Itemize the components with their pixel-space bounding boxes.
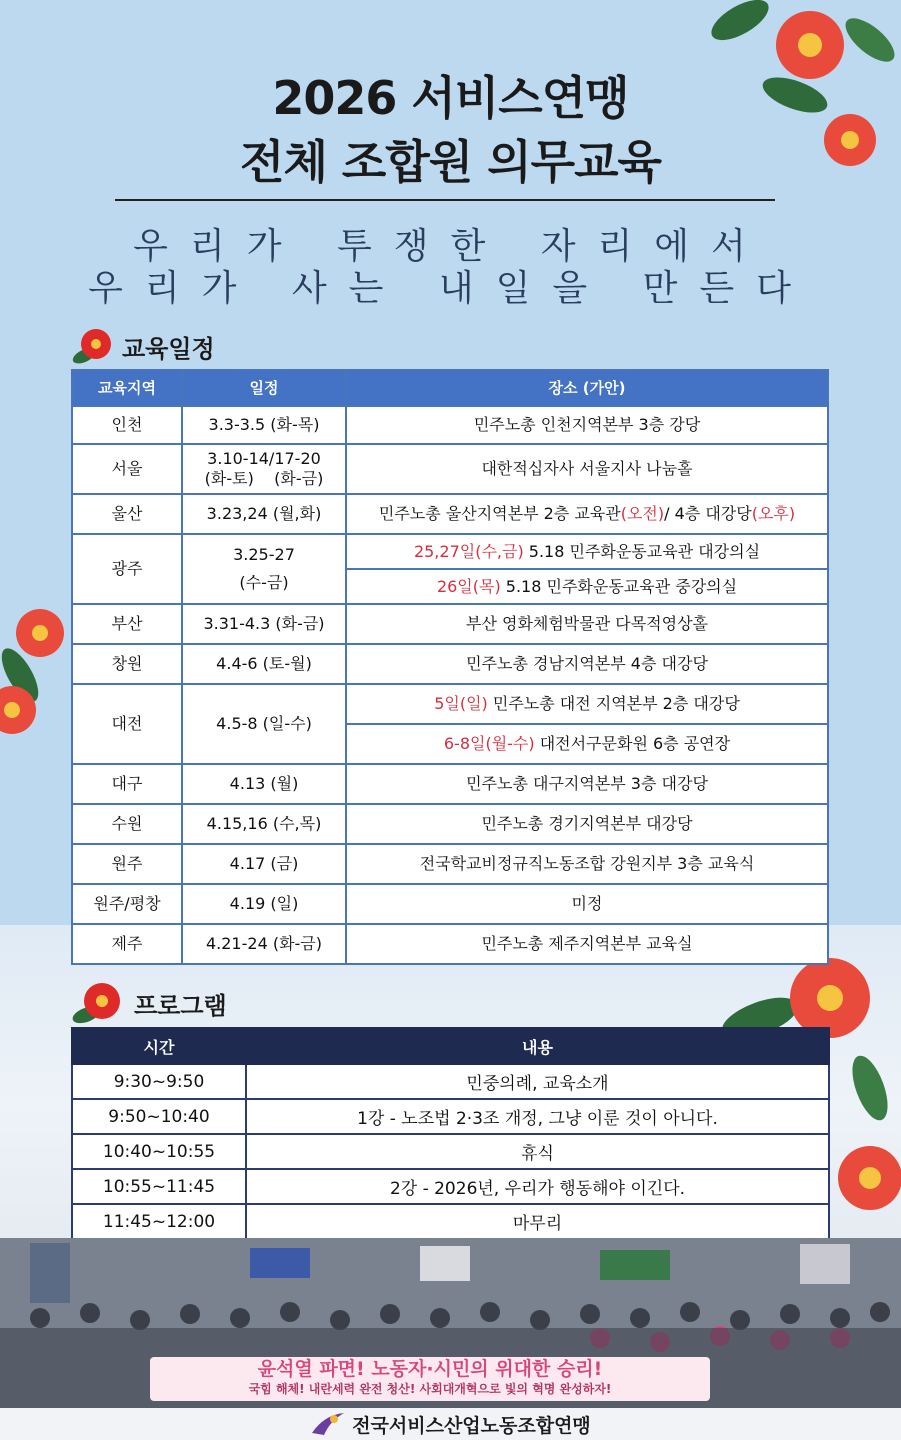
table-row [72,534,828,569]
content-cell: 휴식 [246,1134,829,1169]
place-cell [346,724,828,764]
place-cell [346,494,828,534]
place-cell [346,569,828,604]
table-row [72,444,828,494]
program-heading [72,983,227,1023]
table-row [72,924,828,964]
place-cell: 민주노총 인천지역본부 3층 강당 [346,406,828,444]
photo-banner [150,1357,710,1401]
content-cell: 2강 - 2026년, 우리가 행동해야 이긴다. [246,1169,829,1204]
date-cell: 4.4-6 (토-월) [182,644,346,684]
title-line-2: 전체 조합원 의무교육 [240,135,661,189]
header-time: 시간 [72,1028,246,1064]
place-cell: 민주노총 경남지역본부 4층 대강당 [346,644,828,684]
place-date-note: 5일(일) [434,694,488,713]
region-cell: 수원 [72,804,182,844]
date-line-2: (수-금) [239,573,289,592]
region-cell: 울산 [72,494,182,534]
place-cell: 민주노총 대구지역본부 3층 대강당 [346,764,828,804]
title-divider [115,199,775,201]
program-table [71,1027,830,1240]
place-cell: 민주노총 제주지역본부 교육실 [346,924,828,964]
place-text: 5.18 민주화운동교육관 대강의실 [523,541,761,561]
table-row [72,604,828,644]
table-row [72,844,828,884]
camellia-bullet-icon [72,981,126,1025]
region-cell: 서울 [72,444,182,494]
table-row [72,1169,829,1204]
region-cell: 대구 [72,764,182,804]
header-place: 장소 (가안) [346,370,828,406]
date-cell: 4.15,16 (수,목) [182,804,346,844]
banner-line-2: 국힘 해체! 내란세력 완전 청산! 사회대개혁으로 빛의 혁명 완성하자! [248,1382,612,1396]
slogan-line-1: 우리가 투쟁한 자리에서 [133,226,768,267]
program-heading-text: 프로그램 [134,991,227,1020]
date-line-1: 3.10-14/17-20 [207,449,321,468]
place-time-note: (오후) [751,504,796,523]
date-line-1: 3.25-27 [233,545,295,564]
place-time-note: (오전) [620,504,665,523]
date-cell: 4.17 (금) [182,844,346,884]
place-text: 5.18 민주화운동교육관 중강의실 [500,576,738,596]
content-cell: 1강 - 노조법 2·3조 개정, 그냥 이룬 것이 아니다. [246,1099,829,1134]
place-cell [346,534,828,569]
place-text: 민주노총 울산지역본부 2층 교육관 [378,504,621,523]
table-header-row [72,370,828,406]
header-content: 내용 [246,1028,829,1064]
camellia-flower-left-icon [0,605,80,755]
region-cell: 인천 [72,406,182,444]
place-cell: 부산 영화체험박물관 다목적영상홀 [346,604,828,644]
table-row [72,764,828,804]
table-row [72,684,828,724]
date-cell: 4.19 (일) [182,884,346,924]
table-row [72,1204,829,1239]
schedule-heading-text: 교육일정 [122,334,215,363]
date-cell: 4.5-8 (일-수) [182,684,346,764]
region-cell: 대전 [72,684,182,764]
time-cell: 10:40~10:55 [72,1134,246,1169]
region-cell: 창원 [72,644,182,684]
time-cell: 9:50~10:40 [72,1099,246,1134]
place-text: / 4층 대강당 [664,504,752,523]
date-cell: 4.21-24 (화-금) [182,924,346,964]
region-cell: 원주/평창 [72,884,182,924]
date-cell [182,444,346,494]
time-cell: 9:30~9:50 [72,1064,246,1099]
table-row [72,1099,829,1134]
place-cell: 미정 [346,884,828,924]
union-name: 전국서비스산업노동조합연맹 [352,1414,591,1437]
content-cell: 민중의례, 교육소개 [246,1064,829,1099]
table-row [72,884,828,924]
date-cell [182,534,346,604]
footer [0,1408,901,1440]
table-row [72,406,828,444]
table-row [72,494,828,534]
content-cell: 마무리 [246,1204,829,1239]
camellia-bullet-icon [72,326,114,366]
header-date: 일정 [182,370,346,406]
union-logo-icon [310,1411,346,1437]
schedule-table [71,369,829,965]
schedule-heading [72,326,215,366]
place-date-note: 6-8일(월-수) [443,734,535,753]
table-row [72,1134,829,1169]
table-row [72,804,828,844]
table-row [72,1064,829,1099]
region-cell: 부산 [72,604,182,644]
place-cell: 민주노총 경기지역본부 대강당 [346,804,828,844]
table-header-row [72,1028,829,1064]
time-cell: 10:55~11:45 [72,1169,246,1204]
place-date-note: 26일(목) [436,576,501,596]
place-cell: 전국학교비정규직노동조합 강원지부 3층 교육식 [346,844,828,884]
region-cell: 광주 [72,534,182,604]
time-cell: 11:45~12:00 [72,1204,246,1239]
date-cell: 3.3-3.5 (화-목) [182,406,346,444]
place-cell [346,684,828,724]
place-date-note: 25,27일(수,금) [413,541,524,561]
banner-line-1: 윤석열 파면! 노동자·시민의 위대한 승리! [257,1358,603,1380]
slogan-line-2: 우리가 사는 내일을 만든다 [88,268,813,309]
date-cell: 3.31-4.3 (화-금) [182,604,346,644]
region-cell: 제주 [72,924,182,964]
header-region: 교육지역 [72,370,182,406]
region-cell: 원주 [72,844,182,884]
date-cell: 4.13 (월) [182,764,346,804]
table-row [72,644,828,684]
date-cell: 3.23,24 (월,화) [182,494,346,534]
place-text: 대전서구문화원 6층 공연장 [534,734,731,753]
title-line-1: 2026 서비스연맹 [272,71,629,125]
date-line-2: (화-토) (화-금) [204,469,324,488]
place-text: 민주노총 대전 지역본부 2층 대강당 [487,694,740,713]
place-cell: 대한적십자사 서울지사 나눔홀 [346,444,828,494]
